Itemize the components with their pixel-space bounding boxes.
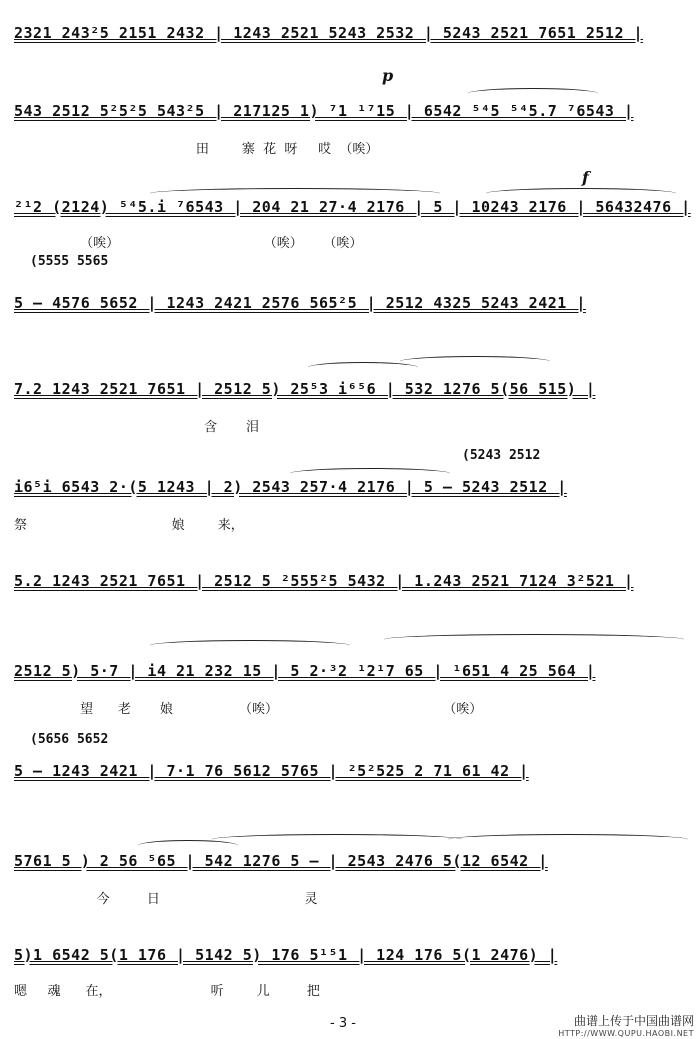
- grace-notes: (5656 5652: [30, 732, 109, 747]
- grace-notes: (5243 2512: [462, 448, 541, 463]
- score-line-7: [0, 572, 700, 612]
- dynamic-marking-f: f: [582, 168, 589, 187]
- score-line-11: [0, 930, 700, 1006]
- notation: 5761 5 ) 2 56 ⁵65 | 542 1276 5 – | 2543 2476 5(12 6542 |: [14, 852, 548, 870]
- watermark: [558, 1012, 694, 1038]
- score-line-2: [0, 66, 700, 156]
- notation: 2512 5) 5·7 | i4 21 232 15 | 5 2·³2 ¹2¹7 65 | ¹651 4 25 564 |: [14, 662, 596, 680]
- score-line-1: [0, 24, 700, 64]
- slur: [384, 634, 684, 645]
- notation: 5 – 1243 2421 | 7·1 76 5612 5765 | ²5²525 2 71 61 42 |: [14, 762, 529, 780]
- score-line-4: [0, 254, 700, 314]
- notation: ²¹2 (2124) ⁵⁴5.i ⁷6543 | 204 21 27·4 2176 | 5 | 10243 2176 | 56432476 |: [14, 198, 691, 216]
- notation: 5.2 1243 2521 7651 | 2512 5 ²555²5 5432 | 1.243 2521 7124 3²521 |: [14, 572, 634, 590]
- lyrics: 祭 娘 来，: [14, 518, 244, 533]
- score-line-3: [0, 162, 700, 252]
- notation: 543 2512 5²5²5 543²5 | 217125 1) ⁷1 ¹⁷15 | 6542 ⁵⁴5 ⁵⁴5.7 ⁷6543 |: [14, 102, 634, 120]
- score-line-8: [0, 626, 700, 716]
- lyrics: 含 泪: [14, 420, 260, 435]
- notation: i6⁵i 6543 2·(5 1243 | 2) 2543 257·4 2176 | 5 — 5243 2512 |: [14, 478, 567, 496]
- grace-notes: (5555 5565: [30, 254, 109, 269]
- page-number: - 3 -: [330, 1016, 356, 1031]
- notation: 7.2 1243 2521 7651 | 2512 5) 25⁵3 i⁶⁵6 | 532 1276 5(56 515) |: [14, 380, 596, 398]
- notation: 5)1 6542 5(1 176 | 5142 5) 176 5¹⁵1 | 124 176 5(1 2476) |: [14, 946, 558, 964]
- lyrics: 嗯 魂 在， 听 儿 把: [14, 984, 320, 999]
- lyrics: （唉） （唉） （唉）: [14, 236, 363, 251]
- score-line-9: [0, 730, 700, 790]
- slur: [448, 834, 688, 845]
- score-line-10: [0, 830, 700, 920]
- notation: 2321 243²5 2151 2432 | 1243 2521 5243 2532 | 5243 2521 7651 2512 |: [14, 24, 644, 42]
- watermark-text: 曲谱上传于中国曲谱网: [573, 1014, 694, 1028]
- dynamic-marking-p: p: [382, 66, 394, 85]
- slur: [468, 88, 598, 99]
- lyrics: 田 寨 花 呀 哎 （唉）: [14, 142, 379, 157]
- score-line-5: [0, 350, 700, 440]
- score-line-6: [0, 446, 700, 536]
- lyrics: 望 老 娘 （唉） （唉）: [14, 702, 483, 717]
- slur: [212, 834, 462, 845]
- slur: [400, 356, 550, 367]
- slur: [150, 640, 350, 651]
- watermark-url: HTTP://WWW.QUPU.HAOBI.NET: [558, 1029, 694, 1038]
- lyrics: 今 日 灵: [14, 892, 318, 907]
- notation: 5 – 4576 5652 | 1243 2421 2576 565²5 | 2512 4325 5243 2421 |: [14, 294, 586, 312]
